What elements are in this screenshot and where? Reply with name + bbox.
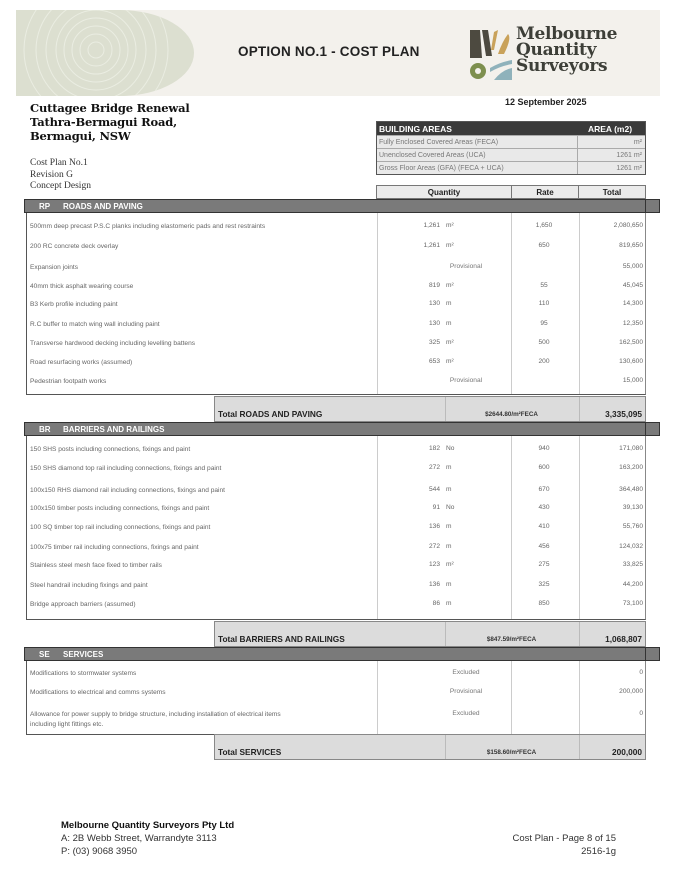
section-total-row — [214, 734, 646, 760]
line-item-total: 12,350 — [622, 320, 643, 327]
section-total-amount: 1,068,807 — [605, 634, 642, 644]
line-item-description: 100 SQ timber top rail including connections, fixings and paint — [30, 524, 211, 531]
line-item-quantity: 544 — [428, 486, 440, 493]
section-bar-edge — [645, 422, 647, 436]
line-item-quantity: 1,261 — [423, 222, 440, 229]
line-item-description: Pedestrian footpath works — [30, 378, 107, 385]
line-item-total: 73,100 — [622, 600, 643, 607]
column-divider — [579, 397, 580, 421]
section-code: RP — [39, 201, 51, 211]
line-item-rate: 500 — [538, 339, 550, 346]
line-item-description: Bridge approach barriers (assumed) — [30, 601, 136, 608]
tree-rings-graphic — [16, 10, 194, 96]
section-total-label: Total BARRIERS AND RAILINGS — [218, 634, 345, 644]
section-header-br — [24, 422, 660, 436]
building-areas-label: BUILDING AREAS — [379, 123, 452, 134]
line-item-note: Excluded — [452, 669, 480, 676]
line-item-description: 100x150 RHS diamond rail including connections, fixings and paint — [30, 487, 226, 494]
line-item-total: 55,000 — [622, 263, 643, 270]
section-total-rate: $158.60/m²FECA — [486, 749, 537, 756]
line-item-unit: m — [446, 300, 452, 307]
line-item-quantity: 272 — [428, 543, 440, 550]
line-item-description: 150 SHS posts including connections, fixings and paint — [30, 446, 191, 453]
line-item-quantity: 91 — [432, 504, 440, 511]
project-meta — [30, 158, 91, 193]
line-item-total: 14,300 — [622, 300, 643, 307]
line-item-unit: m² — [446, 282, 454, 289]
line-item-unit: No — [446, 445, 455, 452]
line-item-rate: 200 — [538, 358, 550, 365]
line-item-description: 40mm thick asphalt wearing course — [30, 283, 134, 290]
area-row-value: 1261 m² — [616, 151, 642, 159]
column-divider — [579, 213, 580, 394]
document-date: 12 September 2025 — [505, 97, 587, 107]
line-item-total: 55,760 — [622, 523, 643, 530]
project-name-line1: Cuttagee Bridge Renewal — [30, 101, 190, 115]
line-item-rate: 95 — [540, 320, 548, 327]
section-bar-edge — [645, 647, 647, 661]
section-total-row — [214, 621, 646, 647]
line-item-total: 0 — [639, 669, 643, 676]
line-item-note: Excluded — [452, 710, 480, 717]
line-item-description: 500mm deep precast P.S.C planks including elastomeric pads and rest restraints — [30, 223, 266, 230]
footer-company: Melbourne Quantity Surveyors Pty Ltd — [61, 820, 235, 831]
line-item-quantity: 182 — [428, 445, 440, 452]
line-item-description: Stainless steel mesh face fixed to timber rails — [30, 562, 162, 569]
line-item-description: Modifications to electrical and comms systems — [30, 689, 166, 696]
column-divider — [511, 213, 512, 394]
section-total-rate: $847.59/m²FECA — [486, 636, 537, 643]
line-item-total: 33,825 — [622, 561, 643, 568]
line-item-unit: m² — [446, 358, 454, 365]
line-item-rate: 456 — [538, 543, 550, 550]
line-item-rate: 430 — [538, 504, 550, 511]
section-total-label: Total SERVICES — [218, 747, 282, 757]
project-name-line3: Bermagui, NSW — [30, 129, 131, 143]
line-item-description: Modifications to stormwater systems — [30, 670, 137, 677]
section-total-rate: $2644.80/m²FECA — [485, 411, 538, 418]
line-item-unit: m — [446, 320, 452, 327]
line-item-total: 0 — [639, 710, 643, 717]
section-total-amount: 200,000 — [612, 747, 642, 757]
company-logo — [468, 24, 648, 84]
column-divider — [579, 661, 580, 734]
line-item-quantity: 1,261 — [423, 242, 440, 249]
line-item-total: 15,000 — [622, 377, 643, 384]
column-divider — [377, 661, 378, 734]
line-item-rate: 110 — [538, 300, 550, 307]
line-item-total: 39,130 — [622, 504, 643, 511]
section-header-rp — [24, 199, 660, 213]
line-item-unit: m² — [446, 339, 454, 346]
document-reference: 2516-1g — [581, 846, 616, 857]
line-item-rate: 325 — [538, 581, 550, 588]
section-total-amount: 3,335,095 — [605, 409, 642, 419]
line-item-quantity: 130 — [428, 320, 440, 327]
section-total-row — [214, 396, 646, 422]
line-item-total: 45,045 — [622, 282, 643, 289]
line-item-description: Allowance for power supply to bridge structure, including installation of electrical items — [30, 711, 281, 718]
line-item-rate: 650 — [538, 242, 550, 249]
project-name-line2: Tathra-Bermagui Road, — [30, 115, 177, 129]
section-title: BARRIERS AND RAILINGS — [63, 424, 165, 434]
line-item-description-cont: including light fittings etc. — [30, 721, 104, 728]
line-item-total: 130,600 — [619, 358, 643, 365]
area-row-label: Fully Enclosed Covered Areas (FECA) — [377, 136, 578, 148]
line-item-quantity: 136 — [428, 523, 440, 530]
column-divider — [377, 213, 378, 394]
rate-column-header: Rate — [512, 186, 579, 198]
line-item-rate: 600 — [538, 464, 550, 471]
line-item-description: 150 SHS diamond top rail including connections, fixings and paint — [30, 465, 222, 472]
area-row-uca — [377, 148, 645, 161]
area-row-gfa — [377, 161, 645, 174]
column-divider — [511, 436, 512, 619]
line-item-rate: 850 — [538, 600, 550, 607]
column-divider — [377, 436, 378, 619]
line-item-total: 162,500 — [619, 339, 643, 346]
logo-mark-icon — [468, 24, 516, 84]
line-item-description: 200 RC concrete deck overlay — [30, 243, 119, 250]
line-item-description: R.C buffer to match wing wall including paint — [30, 321, 160, 328]
line-item-quantity: 86 — [432, 600, 440, 607]
column-divider — [579, 622, 580, 646]
section-header-se — [24, 647, 660, 661]
header-banner — [16, 10, 660, 96]
line-item-quantity: 136 — [428, 581, 440, 588]
line-item-description: Expansion joints — [30, 264, 79, 271]
line-item-total: 200,000 — [619, 688, 643, 695]
column-divider — [579, 436, 580, 619]
line-item-total: 819,650 — [619, 242, 643, 249]
line-item-unit: m — [446, 486, 452, 493]
logo-text-line2: Quantity — [516, 40, 597, 60]
section-title: ROADS AND PAVING — [63, 201, 143, 211]
quantity-column-header: Quantity — [377, 186, 512, 198]
line-item-unit: m — [446, 581, 452, 588]
footer-address: A: 2B Webb Street, Warrandyte 3113 — [61, 833, 217, 844]
area-row-feca — [377, 135, 645, 148]
section-code: SE — [39, 649, 50, 659]
line-item-note: Provisional — [449, 688, 483, 695]
line-item-description: Road resurfacing works (assumed) — [30, 359, 133, 366]
total-column-header: Total — [602, 187, 622, 197]
section-bar-edge — [645, 199, 647, 213]
line-item-note: Provisional — [449, 263, 483, 270]
line-item-total: 44,200 — [622, 581, 643, 588]
line-item-note: Provisional — [449, 377, 483, 384]
line-item-rate: 670 — [538, 486, 550, 493]
line-item-total: 2,080,650 — [613, 222, 643, 229]
area-row-label: Unenclosed Covered Areas (UCA) — [377, 149, 578, 161]
line-item-description: 100x150 timber posts including connections, fixings and paint — [30, 505, 210, 512]
revision: Revision G — [30, 169, 74, 180]
footer-phone: P: (03) 9068 3950 — [61, 846, 138, 857]
line-item-rate: 55 — [540, 282, 548, 289]
line-item-description: B3 Kerb profile including paint — [30, 301, 118, 308]
line-item-rate: 940 — [538, 445, 550, 452]
column-divider — [511, 661, 512, 734]
line-item-total: 163,200 — [619, 464, 643, 471]
column-divider — [579, 735, 580, 759]
line-item-description: Transverse hardwood decking including levelling battens — [30, 340, 196, 347]
footer-page-info — [512, 832, 616, 858]
logo-text-line3: Surveyors — [516, 56, 608, 76]
line-item-quantity: 272 — [428, 464, 440, 471]
line-item-total: 364,480 — [619, 486, 643, 493]
line-item-unit: m² — [446, 242, 454, 249]
area-row-label: Gross Floor Areas (GFA) (FECA + UCA) — [377, 162, 578, 174]
line-item-quantity: 653 — [428, 358, 440, 365]
line-item-rate: 1,650 — [535, 222, 553, 229]
page-title: OPTION NO.1 - COST PLAN — [238, 44, 420, 59]
line-item-unit: m — [446, 543, 452, 550]
design-stage: Concept Design — [30, 181, 91, 191]
line-item-quantity: 123 — [428, 561, 440, 568]
project-name — [30, 101, 190, 143]
page-number: Cost Plan - Page 8 of 15 — [512, 833, 616, 844]
line-item-description: Steel handrail including fixings and paint — [30, 582, 148, 589]
line-item-unit: m — [446, 523, 452, 530]
line-item-total: 171,080 — [619, 445, 643, 452]
line-item-unit: m — [446, 600, 452, 607]
line-item-description: 100x75 timber rail including connections, fixings and paint — [30, 544, 199, 551]
line-item-quantity: 325 — [428, 339, 440, 346]
area-row-value: m² — [633, 138, 642, 146]
area-row-value: 1261 m² — [616, 164, 642, 172]
section-total-label: Total ROADS AND PAVING — [218, 409, 323, 419]
section-code: BR — [39, 424, 51, 434]
line-item-unit: No — [446, 504, 455, 511]
section-title: SERVICES — [63, 649, 104, 659]
line-item-quantity: 819 — [428, 282, 440, 289]
line-item-total: 124,032 — [619, 543, 643, 550]
line-item-quantity: 130 — [428, 300, 440, 307]
line-item-unit: m — [446, 464, 452, 471]
logo-text-line1: Melbourne — [516, 24, 618, 44]
area-column-label: AREA (m2) — [587, 123, 633, 134]
line-item-rate: 410 — [538, 523, 550, 530]
cost-plan-number: Cost Plan No.1 — [30, 158, 88, 168]
building-areas-header — [377, 122, 645, 135]
cost-column-headers — [376, 185, 646, 199]
line-item-unit: m² — [446, 222, 454, 229]
footer-company-info — [61, 819, 234, 858]
line-item-rate: 275 — [538, 561, 550, 568]
line-item-unit: m² — [446, 561, 454, 568]
building-areas-table — [376, 121, 646, 175]
